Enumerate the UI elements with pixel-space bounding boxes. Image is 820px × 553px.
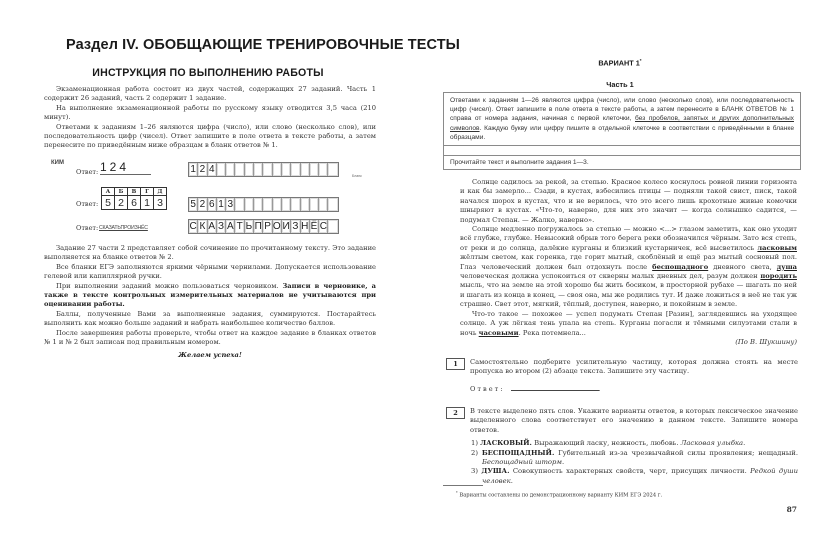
reading-text	[460, 178, 797, 338]
task-text: Самостоятельно подберите усилительную частицу, которая должна стоять на месте пропуска во втором (2) абзаце текста. Запишите эту частицу.	[470, 358, 798, 376]
cell: С	[189, 221, 197, 232]
section-title: Раздел IV. ОБОБЩАЮЩИЕ ТРЕНИРОВОЧНЫЕ ТЕСТЫ	[66, 37, 460, 53]
paragraph: Солнце садилось за рекой, за степью. Красное колесо коснулось ровной линии горизонта и как бы замерло... Сзади, в кустах, взбесились птицы — подняли такой свист, писк, такой начался шорох в кустах, что и не верилось, что это всего лишь крохотные живые комочки шныряют в кустах. «Что-то, наверно, для них это значит — когда солнышко садится, — подумал Степан. — Жалко, наверно».	[460, 178, 797, 224]
cell	[217, 163, 226, 176]
task-number: 1	[446, 358, 465, 370]
cell	[301, 163, 310, 176]
cell	[254, 163, 263, 176]
task-1	[446, 358, 798, 393]
cell: З	[291, 220, 300, 233]
value-cell: 5	[102, 196, 115, 210]
highlighted-word: беспощадного	[652, 262, 709, 271]
instruction-rules	[44, 244, 376, 361]
task-number: 2	[446, 407, 465, 419]
cell: Т	[235, 220, 244, 233]
cell: 1	[217, 198, 226, 211]
cell: А	[208, 221, 216, 232]
answer-field[interactable]: Ответ: .	[470, 384, 603, 393]
cell: К	[198, 220, 207, 233]
cell: А	[227, 221, 234, 232]
cell	[328, 220, 337, 233]
footnote-mark: *	[639, 58, 642, 63]
highlighted-word: ласковым	[757, 243, 797, 252]
cell	[328, 198, 337, 211]
part-title: Часть 1	[606, 80, 634, 89]
paragraph: Задание 27 части 2 представляет собой сочинение по прочитанному тексту. Это задание выполняется на бланке ответов № 2.	[44, 244, 376, 262]
sample3-answer: СКАЗАТЬПРОИЗНЁС	[99, 225, 148, 231]
header-cell: Б	[115, 188, 128, 196]
header-cell: Г	[141, 188, 154, 196]
answer-blank[interactable]	[511, 390, 599, 391]
cell: Ё	[310, 221, 318, 232]
author-attribution: (По В. Шукшину)	[735, 338, 797, 346]
task-2	[446, 407, 798, 486]
cell	[291, 198, 300, 211]
cell: С	[319, 221, 327, 232]
cell: 1	[189, 163, 198, 176]
cell	[282, 198, 291, 211]
sample1-answer: 124	[100, 160, 151, 175]
cell: О	[272, 221, 281, 232]
value-cell: 1	[141, 196, 154, 210]
cell	[273, 198, 282, 211]
instruction-title: ИНСТРУКЦИЯ ПО ВЫПОЛНЕНИЮ РАБОТЫ	[92, 67, 324, 79]
cell: П	[254, 221, 262, 232]
value-cell: 2	[115, 196, 128, 210]
cell	[254, 198, 263, 211]
cell	[263, 163, 272, 176]
cell	[328, 163, 337, 176]
bold-note: Записи в черновике, а также в тексте контрольных измерительных материалов не учитываются при оценивании работы.	[44, 281, 376, 309]
cell	[235, 198, 244, 211]
answer-label: Ответ:	[76, 168, 99, 176]
sample3-cells	[188, 219, 339, 234]
footnote: * Варианты составлены по демонстрационному варианту КИМ ЕГЭ 2024 г.	[456, 491, 663, 499]
answer-instructions: Ответами к заданиям 1—26 являются цифра (число), или слово (несколько слов), или последовательность цифр (чисел). Ответ запишите в поле ответа в тексте работы, а затем перенесите в БЛАНК ОТВЕТОВ № 1 справа от номера задания, начиная с первой клеточки, без пробелов, запятых и других дополнительных символов. Каждую букву или цифру пишите в отдельной клеточке в соответствии с приведёнными в бланке образцами.	[444, 93, 800, 146]
variant-title: ВАРИАНТ 1*	[598, 58, 642, 68]
cell	[226, 163, 235, 176]
cell: 2	[198, 163, 207, 176]
instructions-box	[443, 92, 801, 170]
highlighted-word: душа	[776, 262, 797, 271]
task-text: В тексте выделено пять слов. Укажите варианты ответов, в которых лексическое значение выделенного слова соответствует его значению в данном тексте. Запишите номера ответов.	[470, 407, 798, 434]
paragraph: Баллы, полученные Вами за выполненные задания, суммируются. Постарайтесь выполнить как можно больше заданий и набрать наибольшее количество баллов.	[44, 309, 376, 328]
option-2: 2) БЕСПОЩАДНЫЙ. Губительный из-за чрезвычайной силы проявления; нещадный. Беспощадный шторм.	[471, 448, 798, 467]
kim-label: КИМ	[51, 160, 64, 166]
cell: З	[217, 220, 226, 233]
option-1: 1) ЛАСКОВЫЙ. Выражающий ласку, нежность, любовь. Ласковая улыбка.	[471, 439, 746, 448]
sample2-cells	[188, 197, 339, 212]
option-3: 3) ДУША. Совокупность характерных свойств, черт, присущих личности. Редкой души человек.	[471, 467, 798, 485]
read-instruction: Прочитайте текст и выполните задания 1—3.	[450, 159, 589, 167]
footnote-divider	[443, 485, 483, 486]
cell	[319, 198, 328, 211]
sample2-table	[101, 187, 167, 210]
page-number: 87	[786, 505, 797, 514]
blank-label: Бланк	[352, 174, 362, 178]
header-cell: А	[102, 188, 115, 196]
paragraph: При выполнении заданий можно пользоваться черновиком. Записи в черновике, а также в тексте контрольных измерительных материалов не учитываются при оценивании работы.	[44, 281, 376, 309]
cell: 2	[198, 198, 207, 211]
answer-label: Ответ:	[76, 200, 99, 208]
cell: И	[282, 221, 290, 232]
paragraph: Все бланки ЕГЭ заполняются яркими чёрными чернилами. Допускается использование гелевой или капиллярной ручки.	[44, 262, 376, 281]
value-cell: 6	[128, 196, 141, 210]
value-cell: 3	[154, 196, 167, 210]
good-luck: Желаем успеха!	[178, 351, 242, 360]
cell: Ь	[245, 221, 253, 232]
paragraph: После завершения работы проверьте, чтобы ответ на каждое задание в бланках ответов № 1 и № 2 был записан под правильным номером.	[44, 328, 376, 347]
cell	[319, 163, 328, 176]
header-cell: Д	[154, 188, 167, 196]
cell	[245, 198, 254, 211]
cell	[301, 198, 310, 211]
paragraph: Ответами к заданиям 1–26 являются цифра (число), или слово (несколько слов), или последовательность цифр (чисел). Ответ запишите в поле ответа в тексте работы, а затем перенесите по приведённым ниже образцам в бланк ответов № 1.	[44, 122, 376, 150]
cell: Р	[264, 221, 271, 232]
header-cell: В	[128, 188, 141, 196]
sample1-cells	[188, 162, 339, 177]
highlighted-word: породить	[760, 272, 797, 281]
spacer-row	[444, 146, 800, 156]
cell: Н	[301, 221, 309, 232]
cell: 5	[189, 198, 198, 211]
cell	[235, 163, 244, 176]
cell	[310, 163, 319, 176]
instruction-intro	[44, 85, 376, 151]
cell	[245, 163, 254, 176]
paragraph: Солнце медленно погружалось за степью — можно <...> глазом заметить, как оно уходит всё глубже, глубже. Невысокий обрыв того берега реки обозначился чёрным. Зато вся степь, от реки и до солнца, далёкие курганы и близкий кустарничек, всё высветилось ласковым жёлтым светом, как горенка, где горит мытый, скоблёный и ещё раз мытый сосновый пол. Глаз человеческий должен был отдохнуть после беспощадного дневного света, душа человеческая должна успокоиться от скверны малых дневных дел, разум должен породить мысль, что на земле на этой хорошо бы жить босиком, в просторной рубахе — шагать по ней и шагать из конца в конец, — своя она, мы же родились тут. И даже ложиться в неё не так уж страшно. Свет этот, мягкий, тёплый, доступен, наверно, и покойным в земле.	[460, 225, 797, 309]
cell: 4	[208, 163, 217, 176]
paragraph: На выполнение экзаменационной работы по русскому языку отводится 3,5 часа (210 минут).	[44, 103, 376, 122]
answer-label: Ответ:	[76, 224, 99, 232]
cell: 6	[208, 198, 217, 211]
cell	[273, 163, 282, 176]
cell	[310, 198, 319, 211]
cell	[291, 163, 300, 176]
cell	[282, 163, 291, 176]
cell: 3	[226, 198, 235, 211]
paragraph: Экзаменационная работа состоит из двух частей, содержащих 27 заданий. Часть 1 содержит 26 заданий, часть 2 содержит 1 задание.	[44, 85, 376, 103]
highlighted-word: часовыми	[478, 328, 519, 337]
cell	[263, 198, 272, 211]
paragraph: Что-то такое — похожее — успел подумать Степан [Разин], заглядевшись на уходящее солнце. А уж лёгкая тень упала на степь. Курганы погасли и тёмными силуэтами стали в ночь часовыми. Река потемнела...	[460, 309, 797, 337]
